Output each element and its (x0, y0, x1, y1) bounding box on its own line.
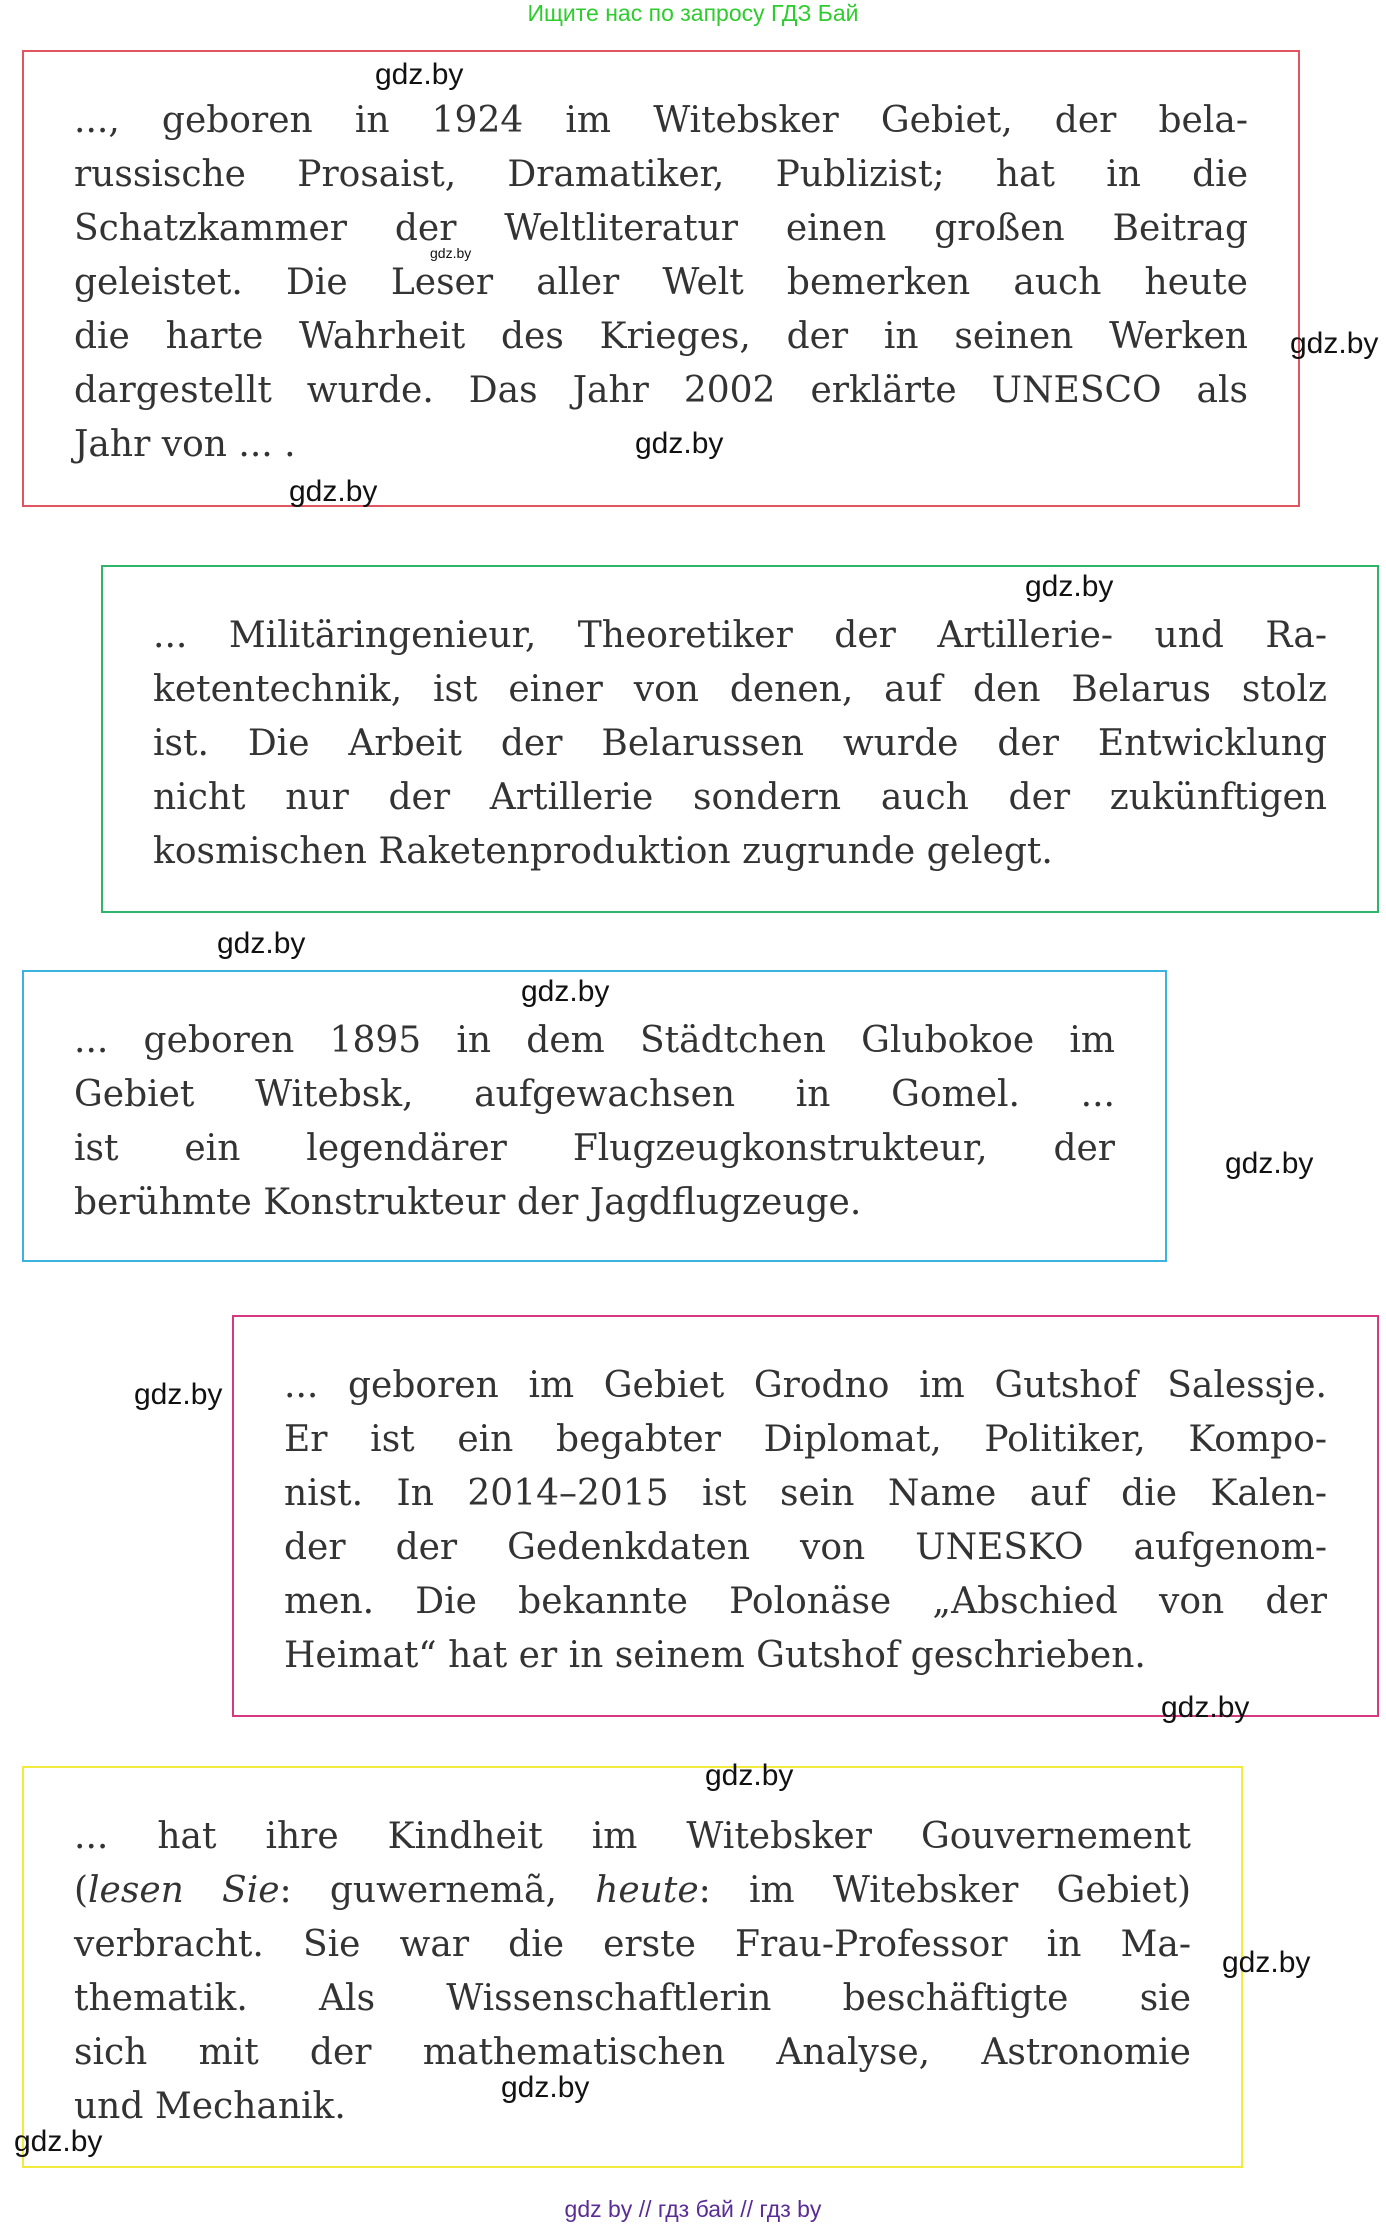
paragraph-box-5 (22, 1766, 1243, 2168)
text-line: ketentechnik, ist einer von denen, auf den Belarus stolz (153, 669, 1327, 710)
text-line: ... geboren 1895 in dem Städtchen Glubokoe im (74, 1020, 1115, 1061)
text-line: ..., geboren in 1924 im Witebsker Gebiet, der bela- (74, 100, 1248, 141)
text-line: und Mechanik. (74, 2086, 346, 2127)
watermark: gdz.by (1225, 1147, 1314, 1180)
watermark: gdz.by (1025, 570, 1114, 603)
text-line: berühmte Konstrukteur der Jagdflugzeuge. (74, 1182, 862, 1223)
text-line: kosmischen Raketenproduktion zugrunde gelegt. (153, 831, 1053, 872)
text-line: Gebiet Witebsk, aufgewachsen in Gomel. ... (74, 1074, 1115, 1115)
watermark: gdz.by (430, 245, 472, 261)
watermark: gdz.by (501, 2071, 590, 2104)
text-line: nicht nur der Artillerie sondern auch der zukünftigen (153, 777, 1327, 818)
watermark: gdz.by (521, 975, 610, 1008)
text-line: dargestellt wurde. Das Jahr 2002 erklärte UNESCO als (74, 370, 1248, 411)
text-line: russische Prosaist, Dramatiker, Publizist; hat in die (74, 154, 1248, 195)
watermark: gdz.by (289, 475, 378, 508)
text-line: geleistet. Die Leser aller Welt bemerken auch heute (74, 262, 1248, 303)
watermark: gdz.by (375, 58, 464, 91)
text-line: ist. Die Arbeit der Belarussen wurde der Entwicklung (153, 723, 1327, 764)
search-hint-header: Ищите нас по запросу ГДЗ Бай (527, 0, 859, 26)
text-line: Heimat“ hat er in seinem Gutshof geschrieben. (284, 1635, 1146, 1676)
paragraph-box-2 (101, 565, 1379, 913)
watermark: gdz.by (1161, 1691, 1250, 1724)
text-line: sich mit der mathematischen Analyse, Astronomie (74, 2032, 1191, 2073)
text-line: Schatzkammer der Weltliteratur einen großen Beitrag (74, 208, 1248, 249)
text-line: ... Militäringenieur, Theoretiker der Artillerie- und Ra- (153, 615, 1327, 656)
text-line: verbracht. Sie war die erste Frau-Professor in Ma- (74, 1924, 1191, 1965)
text-line: thematik. Als Wissenschaftlerin beschäftigte sie (74, 1978, 1191, 2019)
text-line: ... geboren im Gebiet Grodno im Gutshof Salessje. (284, 1365, 1327, 1406)
watermark: gdz.by (1222, 1946, 1311, 1979)
text-segment: : guwernemã, (279, 1870, 596, 1911)
text-line: ... hat ihre Kindheit im Witebsker Gouvernement (74, 1816, 1191, 1857)
text-line: Er ist ein begabter Diplomat, Politiker, Kompo- (284, 1419, 1327, 1460)
watermark: gdz.by (705, 1759, 794, 1792)
text-line: die harte Wahrheit des Krieges, der in seinen Werken (74, 316, 1248, 357)
watermark: gdz.by (635, 427, 724, 460)
text-line: Jahr von ... . (74, 424, 296, 465)
text-line: der der Gedenkdaten von UNESKO aufgenom- (284, 1527, 1327, 1568)
text-segment: : im Witebsker Gebiet) (698, 1870, 1191, 1911)
paragraph-box-3 (22, 970, 1167, 1262)
text-segment: ( (74, 1870, 89, 1911)
paragraph-box-4 (232, 1315, 1379, 1717)
italic-segment: lesen Sie (88, 1870, 280, 1911)
italic-segment: heute (595, 1870, 699, 1911)
watermark: gdz.by (217, 927, 306, 960)
footer-links[interactable]: gdz by // гдз бай // гдз by (564, 2196, 822, 2222)
watermark: gdz.by (134, 1378, 223, 1411)
watermark: gdz.by (1290, 327, 1379, 360)
text-line: nist. In 2014–2015 ist sein Name auf die Kalen- (284, 1473, 1327, 1514)
watermark: gdz.by (14, 2125, 103, 2158)
text-line: ist ein legendärer Flugzeugkonstrukteur, der (74, 1128, 1115, 1169)
text-line (74, 1864, 1191, 1918)
text-line: men. Die bekannte Polonäse „Abschied von der (284, 1581, 1327, 1622)
